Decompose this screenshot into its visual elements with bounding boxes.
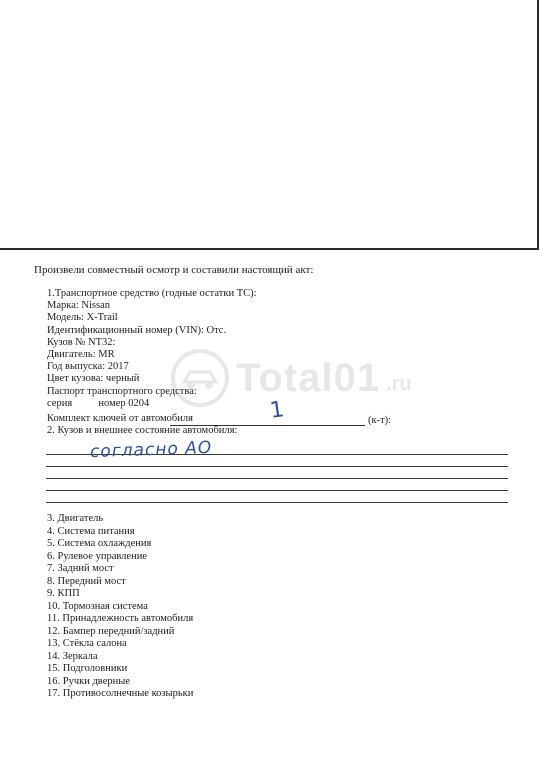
keys-label: Комплект ключей от автомобиля xyxy=(47,413,193,424)
ruled-line xyxy=(46,478,508,479)
list-item: 5. Система охлаждения xyxy=(47,538,152,549)
watermark-suffix: .ru xyxy=(386,372,412,395)
list-item: 11. Принадлежность автомобиля xyxy=(47,613,194,624)
field-body-number: Кузов № NT32: xyxy=(47,336,116,348)
field-passport-series: серия номер 0204 xyxy=(47,397,150,409)
list-item: 17. Противосолнечные козырьки xyxy=(47,688,194,699)
body-handwritten-note: согласно АО xyxy=(89,437,213,463)
field-model: Модель: X-Trail xyxy=(47,312,118,324)
ruled-line xyxy=(46,502,508,503)
list-item: 4. Система питания xyxy=(47,525,135,537)
redacted-header-block xyxy=(0,0,539,250)
list-item: 8. Передний мост xyxy=(47,575,126,587)
list-item: 15. Подголовники xyxy=(47,663,128,674)
field-year: Год выпуска: 2017 xyxy=(47,361,129,373)
list-item: 16. Ручки дверные xyxy=(47,675,130,687)
list-item: 12. Бампер передний/задний xyxy=(47,625,175,637)
field-vin: Идентификационный номер (VIN): Отс. xyxy=(47,324,227,336)
watermark-text: Total01 xyxy=(236,355,381,400)
ruled-line xyxy=(46,466,508,467)
field-vehicle: 1.Транспортное средство (годные остатки ТС): xyxy=(47,288,257,299)
field-engine: Двигатель: MR xyxy=(47,349,115,361)
list-item: 6. Рулевое управление xyxy=(47,550,147,562)
body-section-title: 2. Кузов и внешнее состояние автомобиля: xyxy=(47,425,238,436)
list-item: 7. Задний мост xyxy=(47,563,114,574)
ruled-line xyxy=(46,490,508,491)
list-item: 10. Тормозная система xyxy=(47,600,148,612)
list-item: 9. КПП xyxy=(47,588,80,599)
keys-handwritten-value: 1 xyxy=(268,397,286,424)
field-passport: Паспорт транспортного средства: xyxy=(47,385,197,397)
field-color: Цвет кузова: черный xyxy=(47,373,140,385)
keys-unit: (к-т): xyxy=(368,415,392,426)
list-item: 3. Двигатель xyxy=(47,513,104,524)
intro-text: Произвели совместный осмотр и составили настоящий акт: xyxy=(34,264,314,276)
checklist xyxy=(47,513,193,701)
list-item: 14. Зеркала xyxy=(47,650,98,662)
field-make: Марка: Nissan xyxy=(47,300,110,312)
list-item: 13. Стёкла салона xyxy=(47,638,127,649)
vehicle-fields xyxy=(47,288,257,410)
